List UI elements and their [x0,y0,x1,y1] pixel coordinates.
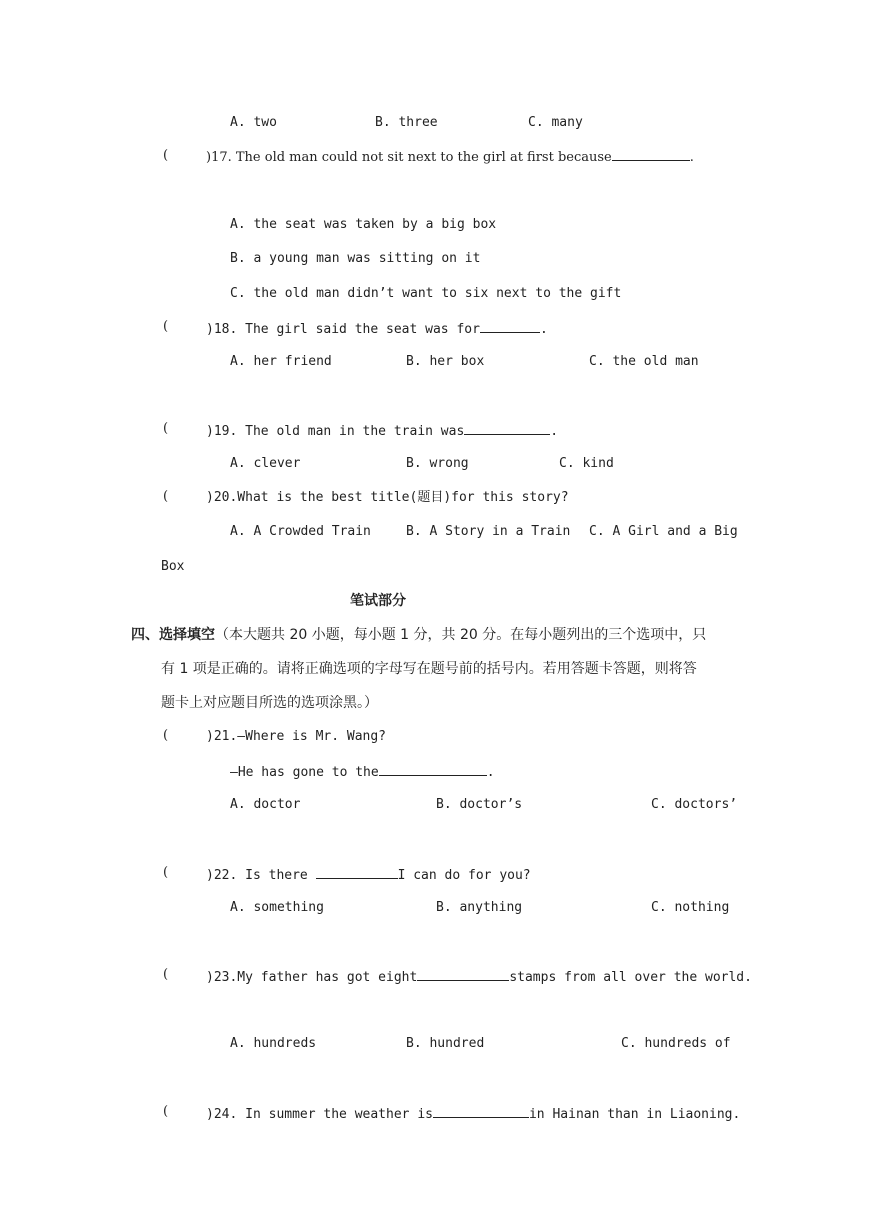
q17-option-c: C. the old man didn’t want to six next to the gift [230,286,622,301]
q23-option-a: A. hundreds [230,1036,317,1051]
q23-stem-after: stamps from all over the world. [509,970,752,985]
q21-stem: )21.—Where is Mr. Wang? [206,729,387,744]
q17-stem [206,147,694,167]
q19-option-c: C. kind [559,456,614,471]
q23-blank[interactable] [417,967,509,981]
q21-end: . [486,765,495,780]
q23-stem-text: )23.My father has got eight [206,970,418,985]
q24-stem-text: )24. In summer the weather is [206,1107,433,1122]
answer-paren[interactable]: ( [163,489,169,504]
section-title: 笔试部分 [350,593,406,609]
q24-stem [206,1104,740,1124]
part4-instr-1: （本大题共 20 小题，每小题 1 分，共 20 分。在每小题列出的三个选项中，只 [215,627,707,643]
q22-stem-after: I can do for you? [397,868,531,883]
q20-option-c: C. A Girl and a Big [589,524,738,539]
q19-blank[interactable] [464,421,550,435]
q20-option-c-continued: Box [161,559,185,574]
q17-option-a: A. the seat was taken by a big box [230,217,497,232]
q17-option-b: B. a young man was sitting on it [230,251,481,266]
q23-option-c: C. hundreds of [621,1036,731,1051]
q21-stem2: —He has gone to the [230,765,379,780]
q18-option-b: B. her box [406,354,485,369]
q18-blank[interactable] [480,319,540,333]
q22-stem [206,865,531,885]
q24-stem-after: in Hainan than in Liaoning. [528,1107,741,1122]
q21-stem-response [230,762,495,782]
q17-end: . [689,150,694,165]
q18-end: . [539,322,548,337]
q22-stem-text: )22. Is there [206,868,308,883]
q19-stem-text: )19. The old man in the train was [206,424,465,439]
answer-paren[interactable]: ( [163,319,169,334]
q21-option-c: C. doctors’ [651,797,738,812]
q17-stem-text: )17. The old man could not sit next to the girl at first because [206,150,612,165]
answer-paren[interactable]: ( [163,865,169,880]
q20-option-b: B. A Story in a Train [406,524,571,539]
q18-option-c: C. the old man [589,354,699,369]
q19-stem [206,421,558,441]
q17-blank[interactable] [612,147,690,161]
answer-paren[interactable]: ( [163,967,169,982]
q16-option-a: A. two [230,115,277,130]
q16-option-c: C. many [528,115,583,130]
part4-heading: 四、选择填空 [131,627,215,643]
q18-stem [206,319,548,339]
part4-instructions-line3: 题卡上对应题目所选的选项涂黑。） [161,695,378,711]
q22-option-c: C. nothing [651,900,730,915]
q22-option-b: B. anything [436,900,523,915]
q21-option-b: B. doctor’s [436,797,523,812]
q21-option-a: A. doctor [230,797,301,812]
q16-option-b: B. three [375,115,438,130]
q20-option-a: A. A Crowded Train [230,524,371,539]
q19-option-a: A. clever [230,456,301,471]
q19-option-b: B. wrong [406,456,469,471]
part4-instructions-line2: 有 1 项是正确的。请将正确选项的字母写在题号前的括号内。若用答题卡答题，则将答 [161,661,697,677]
q22-option-a: A. something [230,900,324,915]
q19-end: . [550,424,559,439]
answer-paren[interactable]: ( [163,421,169,436]
q23-stem [206,967,752,987]
q18-stem-text: )18. The girl said the seat was for [206,322,480,337]
q24-blank[interactable] [433,1104,529,1118]
answer-paren[interactable]: ( [163,1104,169,1119]
answer-paren[interactable]: ( [163,148,169,163]
q18-option-a: A. her friend [230,354,332,369]
q21-blank[interactable] [379,762,487,776]
q20-stem: )20.What is the best title(题目)for this story? [206,490,569,505]
q22-blank[interactable] [316,865,398,879]
q23-option-b: B. hundred [406,1036,485,1051]
answer-paren[interactable]: ( [163,728,169,743]
part4-instructions-line1 [131,626,706,644]
